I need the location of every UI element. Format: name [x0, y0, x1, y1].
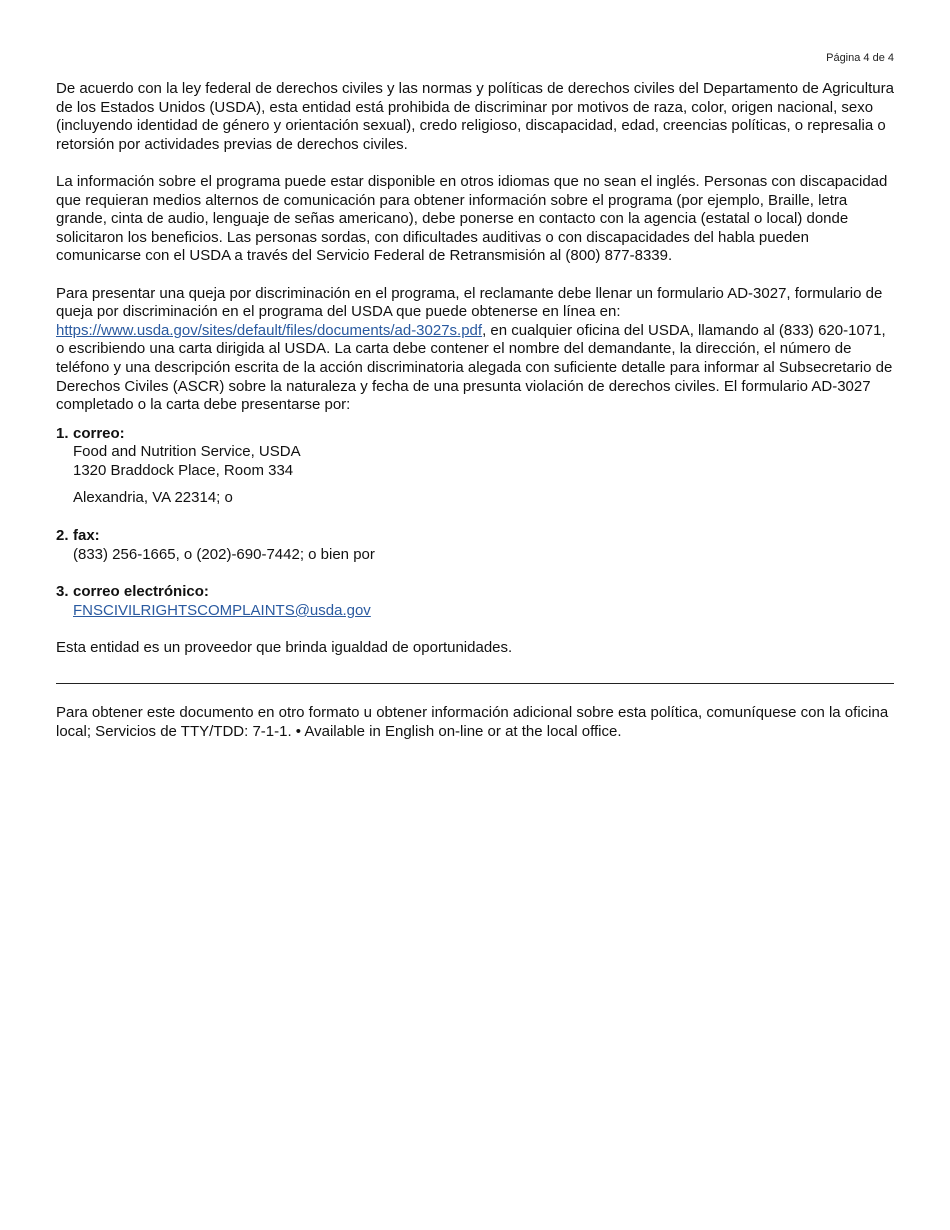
- page-number: Página 4 de 4: [826, 52, 894, 64]
- complaint-text-end: , en cualquier oficina del USDA, llamando al (833) 620-1071, o escribiendo una carta dirigida al USDA. La carta debe contener el nombre del demandante, la dirección, el número de teléfono y una descripción escrita de la acción discriminatoria alegada con suficiente detalle para informar al Subsecretario de Derechos Civiles (ASCR) sobre la naturaleza y fecha de una presunta violación de derechos civiles. El formulario AD-3027 completado o la carta debe presentarse por:: [56, 321, 893, 414]
- complaint-paragraph: [56, 285, 896, 415]
- complaint-text-start: Para presentar una queja por discriminación en el programa, el reclamante debe llenar un formulario AD-3027, formulario de queja por discriminación en el programa del USDA que puede obtenerse en línea en:: [56, 284, 883, 321]
- list-number: 2.: [56, 527, 69, 545]
- document-body: [56, 80, 896, 658]
- mail-address-line3: Alexandria, VA 22314; o: [73, 489, 233, 507]
- fax-numbers: (833) 256-1665, o (202)-690-7442; o bien por: [73, 545, 375, 563]
- accessibility-paragraph: La información sobre el programa puede estar disponible en otros idiomas que no sean el inglés. Personas con discapacidad que requieran medios alternos de comunicación para obtener información sobre el programa (por ejemplo, Braille, letra grande, cinta de audio, lenguaje de señas americano), debe ponerse en contacto con la agencia (estatal o local) donde solicitaron los beneficios. Las personas sordas, con dificultades auditivas o con discapacidades del habla pueden comunicarse con el USDA a través del Servicio Federal de Retransmisión al (800) 877-8339.: [56, 172, 888, 265]
- mail-address-line1: Food and Nutrition Service, USDA: [73, 443, 301, 461]
- mail-address-line2: 1320 Braddock Place, Room 334: [73, 461, 294, 479]
- submission-method-fax: [56, 527, 896, 564]
- section-divider: [56, 683, 894, 684]
- nondiscrimination-paragraph: De acuerdo con la ley federal de derechos civiles y las normas y políticas de derechos civiles del Departamento de Agricultura de los Estados Unidos (USDA), esta entidad está prohibida de discriminar por motivos de raza, color, origen nacional, sexo (incluyendo identidad de género y orientación sexual), credo religioso, discapacidad, edad, creencias políticas, o represalia o retorsión por actividades previas de derechos civiles.: [56, 80, 894, 153]
- list-number: 1.: [56, 424, 69, 442]
- footer-note: Para obtener este documento en otro formato u obtener información adicional sobre esta política, comuníquese con la oficina local; Servicios de TTY/TDD: 7-1-1. • Available in English on-line or at the local office.: [56, 704, 889, 740]
- submission-method-mail: [56, 425, 896, 508]
- submission-method-email: [56, 583, 896, 620]
- list-number: 3.: [56, 583, 69, 601]
- ad-3027-form-link[interactable]: https://www.usda.gov/sites/default/files/documents/ad-3027s.pdf: [56, 321, 483, 339]
- mail-label: correo:: [73, 424, 125, 442]
- fax-label: fax:: [73, 527, 100, 545]
- email-address-link[interactable]: FNSCIVILRIGHTSCOMPLAINTS@usda.gov: [73, 601, 371, 619]
- equal-opportunity-statement: Esta entidad es un proveedor que brinda igualdad de oportunidades.: [56, 639, 513, 657]
- email-label: correo electrónico:: [73, 583, 209, 601]
